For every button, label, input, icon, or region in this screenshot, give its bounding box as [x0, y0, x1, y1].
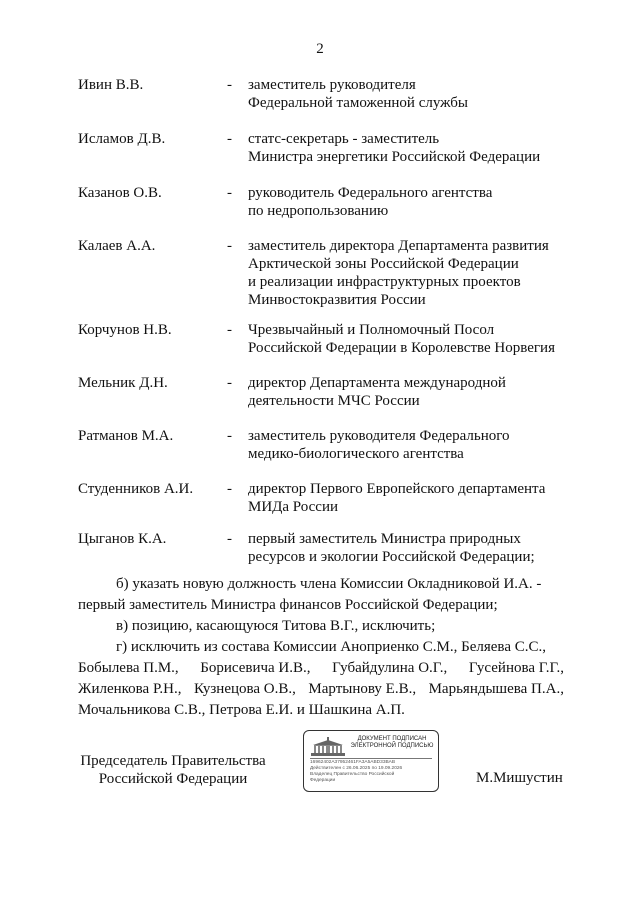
member-position-line: первый заместитель Министра природных: [248, 531, 521, 547]
signer-name: М.Мишустин: [476, 770, 563, 786]
member-position: [248, 427, 628, 463]
signer-title-line-2: Российской Федерации: [98, 771, 248, 787]
member-position-line: заместитель руководителя Федерального: [248, 428, 510, 444]
member-dash: -: [227, 481, 232, 497]
member-position-line: и реализации инфраструктурных проектов: [248, 274, 521, 290]
member-dash: -: [227, 185, 232, 201]
electronic-signature-stamp: [303, 730, 439, 792]
excluded-member: Губайдулина О.Г.,: [332, 660, 448, 676]
member-position-line: директор Первого Европейского департамента: [248, 481, 546, 497]
member-dash: -: [227, 131, 232, 147]
member-position-line: руководитель Федерального агентства: [248, 185, 493, 201]
member-position-line: заместитель директора Департамента развития: [248, 238, 549, 254]
member-name: Ратманов М.А.: [78, 428, 174, 444]
paragraph-g: [78, 637, 564, 721]
member-position-line: заместитель руководителя: [248, 77, 416, 93]
stamp-validity: Действителен с 26.06.2025 по 19.09.2026: [310, 766, 403, 771]
excluded-member: Гусейнова Г.Г.,: [468, 660, 564, 676]
member-position: [248, 76, 628, 112]
paragraph-b: [78, 574, 564, 616]
member-name: Ивин В.В.: [78, 77, 144, 93]
paragraph-g-line-3: [78, 679, 564, 700]
member-dash: -: [227, 375, 232, 391]
member-position-line: медико-биологического агентства: [248, 446, 464, 462]
member-position-line: Министра энергетики Российской Федерации: [248, 149, 541, 165]
member-position: [248, 530, 628, 566]
member-position-line: ресурсов и экологии Российской Федерации;: [248, 549, 535, 565]
member-dash: -: [227, 428, 232, 444]
member-name: Студенников А.И.: [78, 481, 194, 497]
stamp-header-line-1: ДОКУМЕНТ ПОДПИСАН: [357, 736, 427, 742]
member-position-line: Арктической зоны Российской Федерации: [248, 256, 519, 272]
member-position-line: деятельности МЧС России: [248, 393, 420, 409]
member-name: Мельник Д.Н.: [78, 375, 168, 391]
stamp-certificate: 16962402A37952461FA3A5ABD33BAB: [310, 760, 396, 765]
member-name: Цыганов К.А.: [78, 531, 167, 547]
member-position-line: директор Департамента международной: [248, 375, 506, 391]
paragraph-v: [78, 616, 564, 637]
member-position: [248, 184, 628, 220]
excluded-member: Жиленкова Р.Н.,: [78, 681, 182, 697]
member-position: [248, 237, 628, 309]
member-name: Корчунов Н.В.: [78, 322, 172, 338]
member-position: [248, 321, 628, 357]
page-number: 2: [316, 41, 324, 57]
paragraph-b-line-2: первый заместитель Министра финансов Российской Федерации;: [78, 597, 498, 613]
paragraph-v-line-1: в) позицию, касающуюся Титова В.Г., исключить;: [116, 618, 436, 634]
excluded-member: Бобылева П.М.,: [78, 660, 179, 676]
paragraph-b-line-1: б) указать новую должность члена Комиссии Окладниковой И.А. -: [116, 576, 542, 592]
member-position-line: Чрезвычайный и Полномочный Посол: [248, 322, 495, 338]
member-position-line: МИДа России: [248, 499, 339, 515]
member-name: Исламов Д.В.: [78, 131, 166, 147]
government-building-icon: [310, 737, 346, 757]
excluded-member: Марьяндышева П.А.,: [428, 681, 564, 697]
stamp-header-line-2: ЭЛЕКТРОННОЙ ПОДПИСЬЮ: [350, 743, 434, 749]
paragraph-g-line-1: г) исключить из состава Комиссии Аноприенко С.М., Беляева С.С.,: [116, 639, 546, 655]
member-name: Калаев А.А.: [78, 238, 156, 254]
stamp-owner-line-2: Федерации: [310, 778, 336, 783]
excluded-member: Мартынову Е.В.,: [308, 681, 417, 697]
stamp-header: [348, 736, 436, 750]
member-dash: -: [227, 77, 232, 93]
member-dash: -: [227, 531, 232, 547]
member-dash: -: [227, 322, 232, 338]
member-position-line: по недропользованию: [248, 203, 389, 219]
member-position: [248, 130, 628, 166]
member-position-line: Российской Федерации в Королевстве Норвегия: [248, 340, 555, 356]
signer-title-line-1: Председатель Правительства: [80, 753, 266, 769]
excluded-member: Кузнецова О.В.,: [194, 681, 296, 697]
member-position-line: Федеральной таможенной службы: [248, 95, 469, 111]
member-dash: -: [227, 238, 232, 254]
paragraph-g-line-2: [78, 658, 564, 679]
stamp-divider: [310, 758, 432, 759]
member-position-line: Минвостокразвития России: [248, 292, 426, 308]
stamp-owner-line-1: Владелец Правительство Российской: [310, 772, 395, 777]
member-name: Казанов О.В.: [78, 185, 162, 201]
signer-title: [78, 752, 268, 788]
member-position-line: статс-секретарь - заместитель: [248, 131, 440, 147]
stamp-details: [310, 760, 436, 784]
member-position: [248, 374, 628, 410]
member-position: [248, 480, 628, 516]
excluded-member: Борисевича И.В.,: [200, 660, 311, 676]
paragraph-g-line-4: Мочальникова С.В., Петрова Е.И. и Шашкина А.П.: [78, 702, 405, 718]
